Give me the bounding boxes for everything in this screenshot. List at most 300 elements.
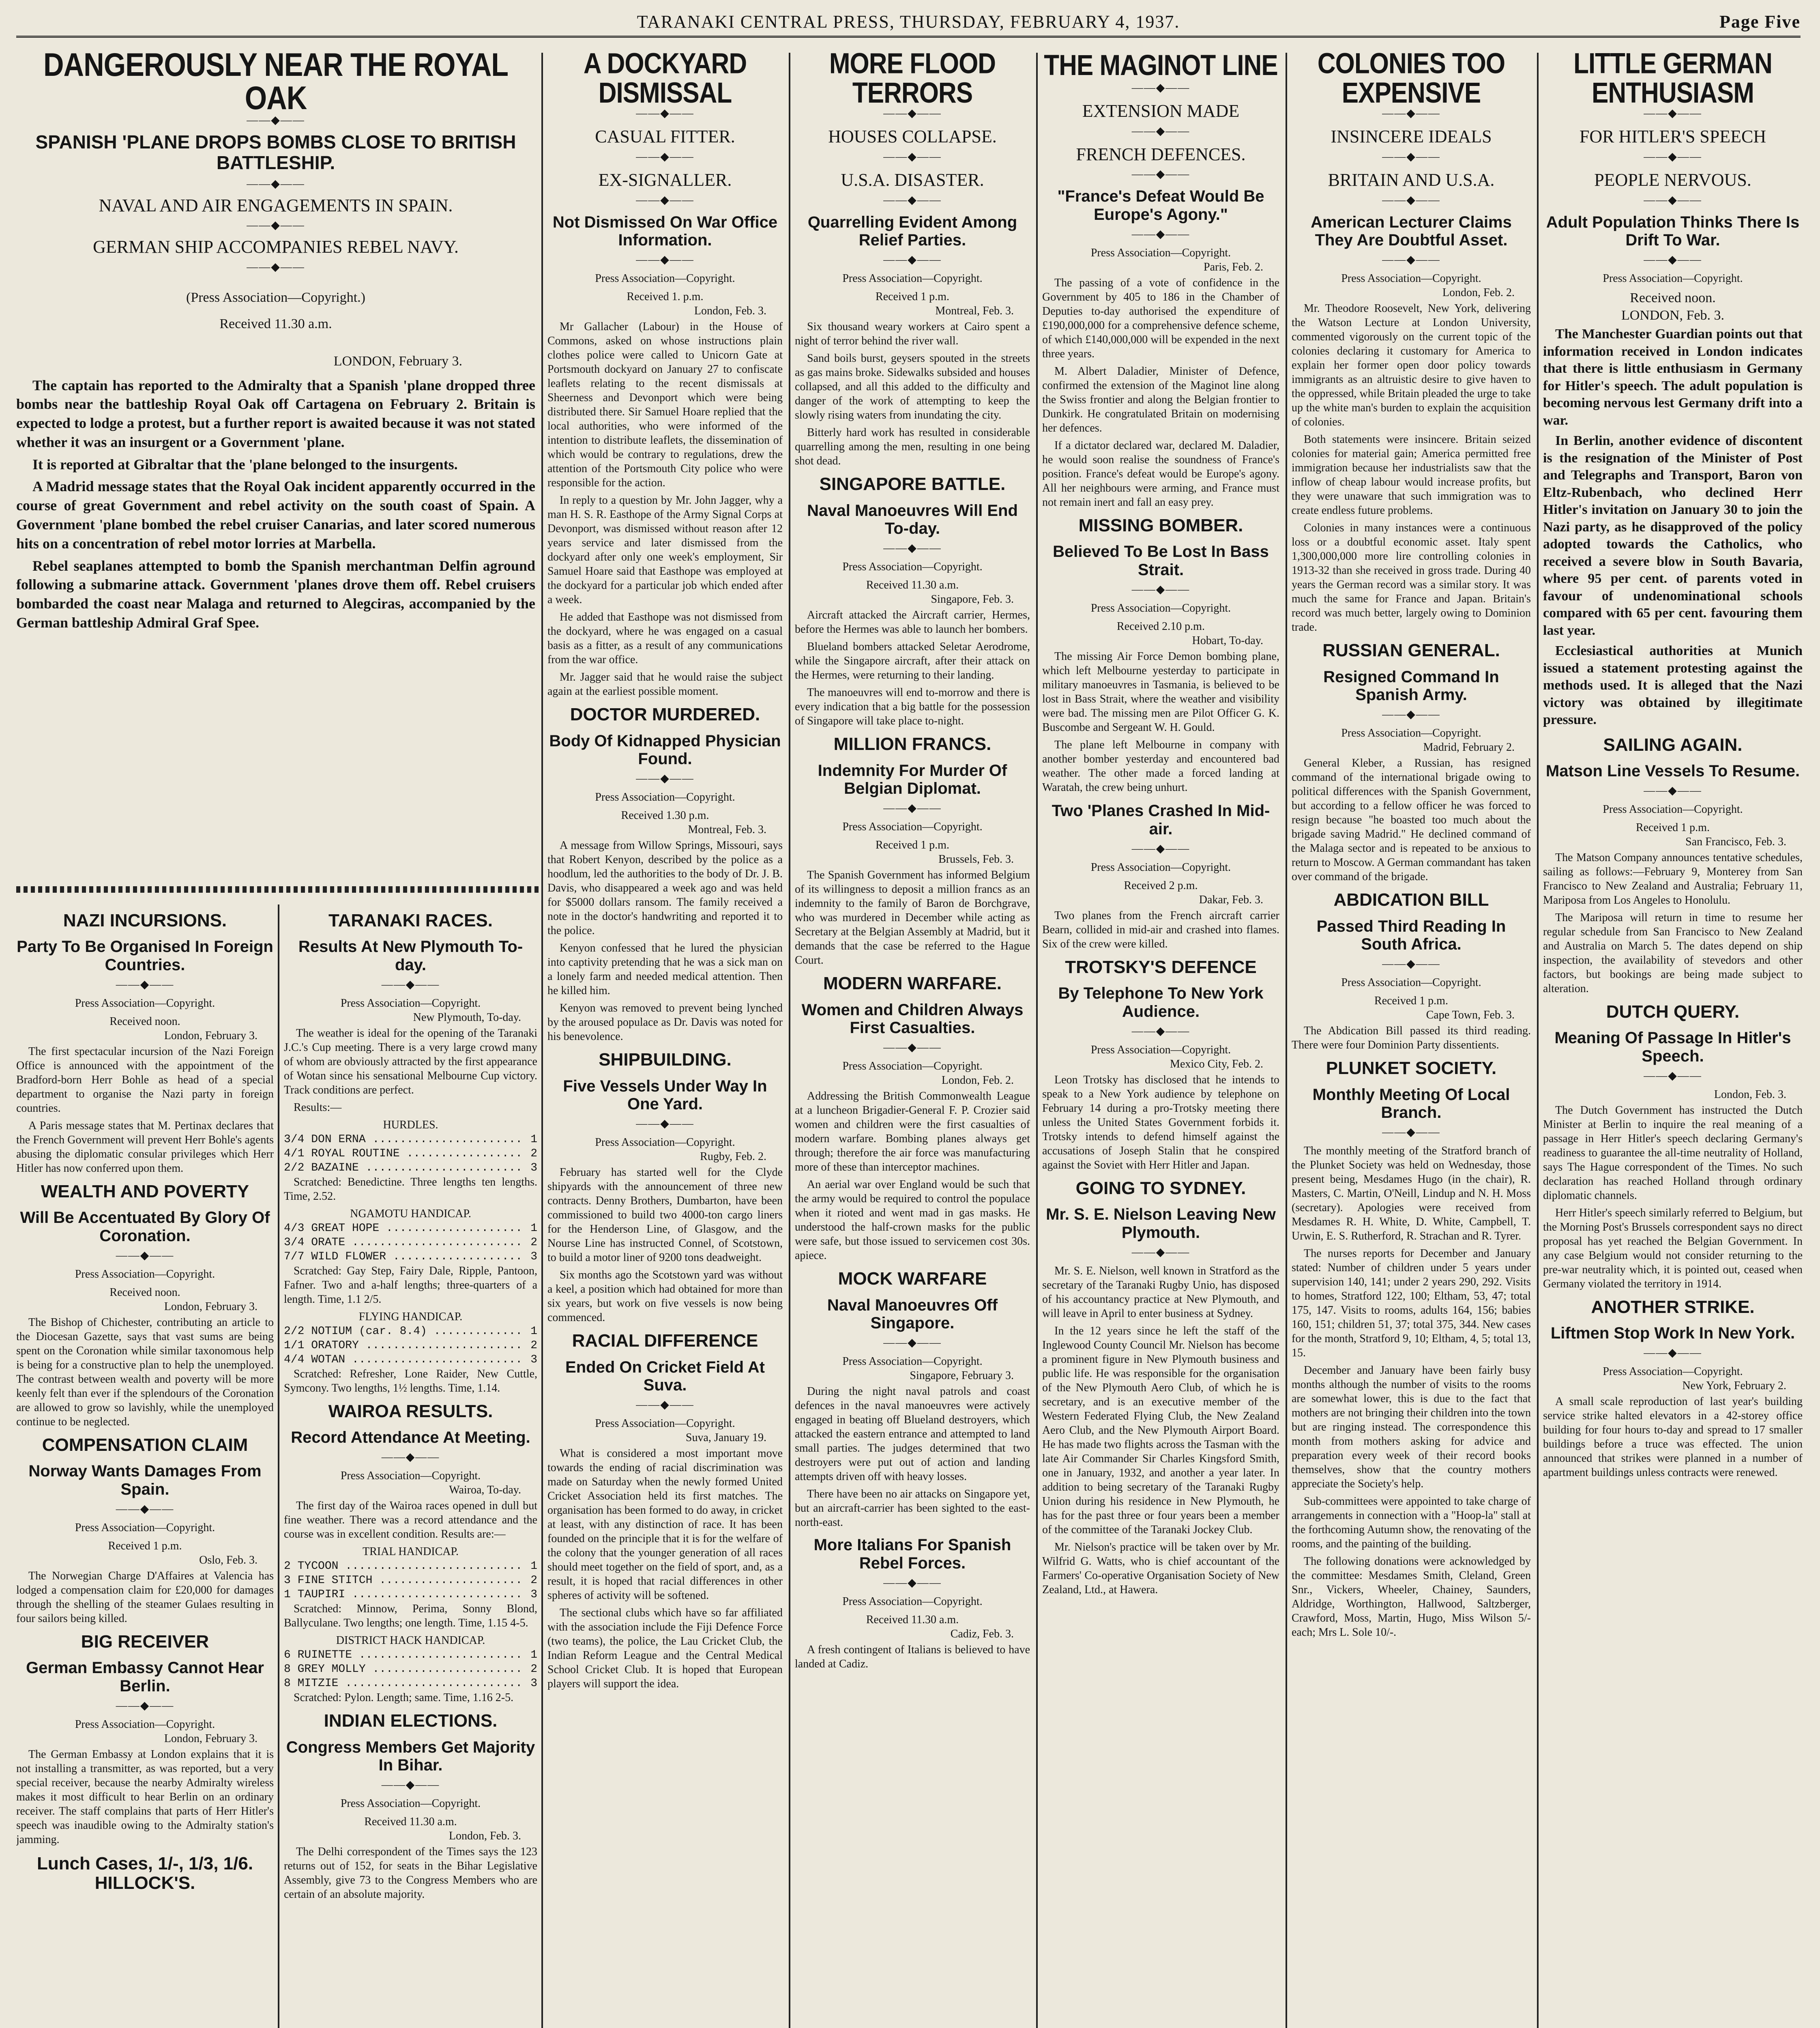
received-time: Received 11.30 a.m. [364, 1815, 457, 1828]
race-note: Scratched: Minnow, Perima, Sonny Blond, Ballyculane. Two lengths; one length. Time, 1.15 4-5. [284, 1603, 537, 1630]
ornament-divider [547, 195, 783, 206]
masthead [16, 9, 1801, 38]
results-label: Results:— [294, 1101, 342, 1114]
ornament-divider [1292, 958, 1531, 970]
wavy-divider [16, 886, 539, 893]
dateline: Montreal, Feb. 3. [688, 823, 766, 836]
column-f [1543, 53, 1803, 2028]
ornament-divider [1543, 108, 1803, 119]
race-result [284, 1324, 537, 1338]
article-heading: Results At New Plymouth To-day. [298, 938, 523, 974]
ornament-divider [547, 1118, 783, 1130]
article-heading: Naval Manoeuvres Off Singapore. [827, 1296, 998, 1332]
ornament-divider [1042, 1026, 1279, 1037]
horse: 8 GREY MOLLY ..... [284, 1662, 521, 1676]
press-credit: Press Association—Copyright. [1090, 247, 1231, 260]
article-heading: American Lecturer Claims They Are Doubtful Asset. [1311, 213, 1512, 249]
paragraph: A Madrid message states that the Royal Oak incident apparently occurred in the course of great Government and rebel activity on the south coast of Spain. A Government 'plane bombed the rebel cruiser Canarias, and later scored numerous hits on a concentration of rebel motor lorries at Marbella. [16, 478, 535, 552]
headline: DANGEROUSLY NEAR THE ROYAL OAK [43, 53, 509, 116]
horse: 4/1 ROYAL ROUTINE ..... [284, 1147, 521, 1161]
ornament-divider [1042, 169, 1279, 180]
dateline: Paris, Feb. 2. [1204, 261, 1263, 274]
horse: 7/7 WILD FLOWER ..... [284, 1250, 521, 1264]
horse: 3 FINE STITCH ..... [284, 1573, 521, 1588]
article-heading: Five Vessels Under Way In One Yard. [563, 1077, 767, 1113]
article-heading: Monthly Meeting Of Local Branch. [1312, 1085, 1510, 1122]
received-time: Received 1 p.m. [876, 290, 949, 303]
paragraph: Six thousand weary workers at Cairo spent a night of terror behind the river wall. [795, 320, 1030, 348]
placing: 2 [530, 1339, 537, 1352]
article-heading: "France's Defeat Would Be Europe's Agony." [1057, 187, 1264, 224]
paragraph: The Bishop of Chichester, contributing an article to the Diocesan Gazette, says that vast sums are being spent on the Coronation while similar taxonomous help is being for a constructive plan to help the unemployed. The contrast between wealth and poverty will be more keenly felt than ever if the splendours of the Coronation are allowed to grow so lavishly, while the unemployed continue to be neglected. [16, 1316, 274, 1428]
dateline: Hobart, To-day. [1192, 634, 1263, 647]
paragraph: A small scale reproduction of last year's building service strike halted elevators in a 42-storey office building for four hours to-day and spread to 17 smaller buildings before a truce was effected. The union announced that strikes were planned in a number of apartment buildings unless contracts were renewed. [1543, 1395, 1803, 1479]
ornament-divider [1543, 1070, 1803, 1082]
masthead-title: TARANAKI CENTRAL PRESS, THURSDAY, FEBRUARY 4, 1937. [637, 12, 1180, 32]
placing: 1 [530, 1133, 537, 1146]
article-heading: Norway Wants Damages From Spain. [28, 1462, 262, 1499]
article-heading: Believed To Be Lost In Bass Strait. [1053, 543, 1269, 579]
paragraph: The Spanish Government has informed Belgium of its willingness to deposit a million francs as an indemnity to the family of Baron de Borchgrave, who was murdered in December while acting as Secretary at the Belgian Assembly at Madrid, but it demands that the case be referred to the Hague Court. [795, 869, 1030, 967]
press-credit: Press Association—Copyright. [1603, 1365, 1743, 1378]
paragraph: Kenyon confessed that he lured the physician into captivity pretending that he was a sick man on a lonely farm and needed medical attention. Then he killed him. [547, 942, 783, 997]
ornament-divider [1543, 254, 1803, 266]
placing: 2 [530, 1236, 537, 1249]
ornament-divider [547, 254, 783, 266]
press-credit: Press Association—Copyright. [75, 1718, 215, 1731]
ornament-divider [16, 220, 535, 231]
dateline: London, Feb. 3. [449, 1830, 521, 1843]
horse: 3/4 ORATE ..... [284, 1235, 521, 1250]
section-heading: WEALTH AND POVERTY [41, 1181, 249, 1201]
headline: THE MAGINOT LINE [1044, 53, 1278, 82]
paragraph: The weather is ideal for the opening of the Taranaki J.C.'s Cup meeting. There is a very large crowd many of whom are obviously attracted by the first appearance of Wotan since his sensational Melbourne Cup victory. Track conditions are perfect. [284, 1027, 537, 1096]
ornament-divider [795, 803, 1030, 814]
race-result [284, 1588, 537, 1602]
paragraph: Rebel seaplanes attempted to bomb the Spanish merchantman Delfin aground following a submarine attack. Government 'planes drove them off. Rebel cruisers bombarded the coast near Malaga and returned to Alegciras, accompanied by the German battleship Admiral Graf Spee. [16, 557, 535, 631]
subheading: GERMAN SHIP ACCOMPANIES REBEL NAVY. [93, 237, 459, 257]
subheading: BRITAIN AND U.S.A. [1328, 170, 1495, 190]
horse: 2/2 BAZAINE ..... [284, 1161, 521, 1175]
race-result [284, 1648, 537, 1662]
paragraph: In reply to a question by Mr. John Jagger, why a man H. S. R. Easthope of the Army Signal Corps at Devonport, was dismissed without reason after 12 years service and later dismissed from the dockyard after only one week's employment, Sir Samuel Hoare said that Easthope was employed at the dockyard for a particular job which ended after a week. [547, 494, 783, 606]
ornament-divider [16, 1504, 274, 1515]
race-result [284, 1676, 537, 1691]
dateline: Montreal, Feb. 3. [935, 305, 1014, 318]
dateline: Brussels, Feb. 3. [938, 853, 1014, 866]
ornament-divider [1543, 195, 1803, 206]
article-heading: Naval Manoeuvres Will End To-day. [807, 501, 1018, 538]
placing: 3 [530, 1250, 537, 1263]
paragraph: Mr Gallacher (Labour) in the House of Commons, asked on whose instructions plain clothes police were called to Unicorn Gate at Portsmouth dockyard on January 27 to confiscate leaflets relating to the recent dismissals at Sheerness and Devonport which were being distributed there. Sir Samuel Hoare replied that the local authorities, who were informed of the intention to distribute leaflets, the dissemination of which would be contrary to regulations, drew the attention of the Portsmouth City police who were responsible for the action. [547, 320, 783, 490]
received-time: Received 1 p.m. [1636, 821, 1710, 834]
ornament-divider [795, 1042, 1030, 1053]
column-a1 [16, 904, 274, 2028]
ornament-divider [16, 1700, 274, 1712]
subheading: EXTENSION MADE [1082, 101, 1240, 121]
race-result [284, 1559, 537, 1573]
ornament-divider [795, 195, 1030, 206]
paragraph: Ecclesiastical authorities at Munich issued a statement protesting against the methods used. It is alleged that the Nazi victory was obtained by illegitimate pressure. [1543, 643, 1803, 728]
horse: 1 TAUPIRI ..... [284, 1588, 521, 1602]
press-credit: Press Association—Copyright. [1341, 976, 1481, 989]
paragraph: The sectional clubs which have so far affiliated with the association include the Fiji Defence Force (two teams), the police, the Lau Cricket Club, the Indian Reform League and the Central Medical School Cricket Club. It is hoped that European players will support the idea. [547, 1607, 783, 1691]
race-name: FLYING HANDICAP. [358, 1310, 463, 1323]
paragraph: Mr. Theodore Roosevelt, New York, delivering the Watson Lecture at London University, commented vigorously on the current topic of the colonies declaring it customary for America to explain her former open door policy towards immigrants as an altruistic desire to give haven to the oppressed, while Britain pleaded the urge to take up the white man's burden to explain the acquisition of colonies. [1292, 302, 1531, 429]
race-result [284, 1221, 537, 1235]
headline: COLONIES TOO EXPENSIVE [1317, 53, 1505, 110]
dateline: San Francisco, Feb. 3. [1685, 835, 1786, 848]
subheading: HOUSES COLLAPSE. [828, 127, 997, 147]
paragraph: The Delhi correspondent of the Times says the 123 returns out of 152, for seats in the Bihar Legislative Assembly, give 73 to the Congress Members who are certain of an absolute majority. [284, 1845, 537, 1901]
received-time: Received noon. [1630, 290, 1716, 306]
press-credit: Press Association—Copyright. [1603, 272, 1743, 285]
column-d [1042, 53, 1279, 2028]
article-heading: Resigned Command In Spanish Army. [1323, 668, 1499, 704]
paragraph: The Mariposa will return in time to resume her regular schedule from San Francisco to New Zealand and Australia on March 5. The dates depend on ship inspection, the availability of stevedors and other factors, but bookings are being made subject to alteration. [1543, 911, 1803, 995]
article-heading: Not Dismissed On War Office Information. [552, 213, 778, 249]
ornament-divider [1292, 108, 1531, 119]
subheading: PEOPLE NERVOUS. [1594, 170, 1751, 190]
dateline: Wairoa, To-day. [449, 1484, 521, 1497]
race-note: Scratched: Benedictine. Three lengths ten lengths. Time, 2.52. [284, 1175, 537, 1203]
ornament-divider [547, 1399, 783, 1411]
section-heading: MISSING BOMBER. [1078, 516, 1243, 536]
dateline: London, February 3. [164, 1732, 258, 1745]
section-heading: PLUNKET SOCIETY. [1326, 1058, 1497, 1078]
section-heading: COMPENSATION CLAIM [42, 1435, 248, 1455]
dateline: London, February 3. [164, 1300, 258, 1313]
race-result [284, 1662, 537, 1676]
column-c [795, 53, 1030, 2028]
dateline: LONDON, February 3. [333, 354, 462, 369]
article-heading: Passed Third Reading In South Africa. [1316, 917, 1506, 954]
race-name: TRIAL HANDICAP. [363, 1545, 459, 1558]
ornament-divider [547, 773, 783, 784]
article-heading: Body Of Kidnapped Physician Found. [549, 732, 781, 768]
paragraph: He added that Easthope was not dismissed from the dockyard, where he was engaged on a casual basis as a fitter, as a result of any communications from the war office. [547, 611, 783, 666]
section-heading: INDIAN ELECTIONS. [324, 1711, 498, 1731]
article-heading: More Italians For Spanish Rebel Forces. [813, 1536, 1011, 1572]
article-heading: Two 'Planes Crashed In Mid-air. [1052, 802, 1270, 838]
race-result [284, 1235, 537, 1250]
dateline: London, Feb. 2. [941, 1074, 1014, 1087]
press-credit: Press Association—Copyright. [75, 1521, 215, 1534]
subheading: CASUAL FITTER. [595, 127, 735, 147]
paragraph: A fresh contingent of Italians is believed to have landed at Cadiz. [795, 1643, 1030, 1670]
dateline: Cape Town, Feb. 3. [1426, 1009, 1515, 1022]
race-result [284, 1161, 537, 1175]
paragraph: Herr Hitler's speech similarly referred to Belgium, but the Morning Post's Brussels correspondent says no direct proposal has yet reached the Belgian Government. In any case Belgium would not consider returning to the pre-war neutrality which, it is pointed out, ceased when Germany violated the territory in 1914. [1543, 1206, 1803, 1290]
race-name: DISTRICT HACK HANDICAP. [336, 1634, 485, 1647]
ornament-divider [795, 151, 1030, 163]
press-credit: Press Association—Copyright. [842, 1355, 983, 1368]
received-time: Received noon. [109, 1015, 180, 1028]
ornament-divider [795, 1337, 1030, 1349]
column-rule [1537, 53, 1539, 2028]
paragraph: Aircraft attacked the Aircraft carrier, Hermes, before the Hermes was able to launch her bombers. [795, 609, 1030, 636]
dateline: Rugby, Feb. 2. [700, 1150, 766, 1163]
race-name: NGAMOTU HANDICAP. [350, 1207, 471, 1220]
placing: 3 [530, 1353, 537, 1366]
column-rule [789, 53, 790, 2028]
paragraph: Blueland bombers attacked Seletar Aerodrome, while the Singapore aircraft, after their attack on the Hermes, were returning to their landing. [795, 640, 1030, 682]
placing: 1 [530, 1560, 537, 1573]
dateline: London, Feb. 3. [694, 305, 766, 318]
paragraph: Leon Trotsky has disclosed that he intends to speak to a New York audience by telephone on February 14 during a pro-Trotsky meeting there unless the United States Government forbids it. Trotsky intends to defend himself against the accusations of Joseph Stalin that he conspired against the Soviet with Herr Hitler and Japan. [1042, 1073, 1279, 1171]
paragraph: The manoeuvres will end to-morrow and there is every indication that a big battle for the possession of Singapore will take place to-night. [795, 686, 1030, 728]
column-b [547, 53, 783, 2028]
press-credit: Press Association—Copyright. [842, 272, 983, 285]
press-credit: Press Association—Copyright. [1341, 727, 1481, 740]
paragraph: Sub-committees were appointed to take charge of arrangements in connection with a "Hoop-la" stall at the forthcoming Autumn show, the renovating of the rooms, and the painting of the building. [1292, 1495, 1531, 1551]
ornament-divider [284, 1452, 537, 1463]
paragraph: Kenyon was removed to prevent being lynched by the aroused populace as Dr. Davis was noted for his benevolence. [547, 1002, 783, 1043]
paragraph: The Dutch Government has instructed the Dutch Minister at Berlin to inquire the real meaning of a passage in Herr Hitler's speech declaring Germany's readiness to guarantee the all-time neutrality of Holland, says The Hague correspondent of the Times. No such declaration has reached Holland through ordinary diplomatic channels. [1543, 1104, 1803, 1202]
article-heading: Adult Population Thinks There Is Drift To War. [1546, 213, 1800, 249]
race-result [284, 1353, 537, 1367]
column-rule [541, 53, 543, 2028]
race-note: Scratched: Gay Step, Fairy Dale, Ripple, Pantoon, Fafner. Two and a-half lengths; three-quarters of a length. Time, 1.1 2/5. [284, 1264, 537, 1306]
press-credit: Press Association—Copyright. [1090, 1043, 1231, 1056]
section-heading: MODERN WARFARE. [823, 973, 1002, 994]
placing: 3 [530, 1677, 537, 1690]
article-heading: Women and Children Always First Casualties. [801, 1001, 1024, 1037]
article-heading: Meaning Of Passage In Hitler's Speech. [1554, 1029, 1791, 1066]
article-heading: Ended On Cricket Field At Suva. [565, 1358, 765, 1394]
race-note: Scratched: Refresher, Lone Raider, New Cuttle, Symcony. Two lengths, 1½ lengths. Time, 1.14. [284, 1367, 537, 1394]
paragraph: The nurses reports for December and January stated: Number of children under 5 years under supervision 140, 141; under 2 years 290, 292. Visits to homes, Stratford 122, 100; Eltham, 53, 47; total 175, 147. Visits to rooms, adults 164, 156; babies 160, 151; children 51, 37; total 375, 344. New cases for the month, Stratford 9, 10; Eltham, 4, 5; total 13, 15. [1292, 1247, 1531, 1360]
paragraph: The first day of the Wairoa races opened in dull but fine weather. There was a record attendance and the course was in excellent condition. Results are:— [284, 1500, 537, 1541]
subheading: FOR HITLER'S SPEECH [1579, 127, 1766, 147]
paragraph: In the 12 years since he left the staff of the Inglewood County Council Mr. Nielson has become a prominent figure in New Plymouth business and public life. He was responsible for the organisation of the New Plymouth Aero Club, of which he is secretary, and is an executive member of the Western Federated Flying Club, the New Zealand Aero Club, and the New Plymouth Airport Board. He has made two flights across the Tasman with the late Air Commander Sir Charles Kingsford Smith, one in January, 1932, and another a year later. In addition to being secretary of the Taranaki Rugby Union during his residence in New Plymouth, he has for the past three or four years been a member of the committee of the Taranaki Jockey Club. [1042, 1324, 1279, 1536]
ornament-divider [795, 254, 1030, 266]
horse: 4/4 WOTAN ..... [284, 1353, 521, 1367]
race-note: Scratched: Pylon. Length; same. Time, 1.16 2-5. [294, 1691, 514, 1704]
section-heading: DOCTOR MURDERED. [570, 705, 760, 725]
paragraph: December and January have been fairly busy months although the number of visits to the rooms are somewhat lower, this is due to the fact that mothers are not bringing their children into the town but are ringing instead. The correspondence this month from mothers asking for advice and preparation every week of their record books themselves, show that the country mothers appreciate the Society's help. [1292, 1364, 1531, 1491]
paragraph: If a dictator declared war, declared M. Daladier, he would soon realise the soundness of France's position. France's defeat would be Europe's agony. All her neighbours were arming, and France must not remain inert and fall an easy prey. [1042, 439, 1279, 509]
section-heading: ABDICATION BILL [1333, 890, 1489, 910]
press-credit: (Press Association—Copyright.) [186, 290, 365, 305]
horse: 1/1 ORATORY ..... [284, 1338, 521, 1353]
press-credit: Press Association—Copyright. [340, 1797, 481, 1810]
headline: MORE FLOOD TERRORS [829, 53, 996, 110]
paragraph: The Abdication Bill passed its third reading. There were four Dominion Party dissentients. [1292, 1025, 1531, 1052]
paragraph: The plane left Melbourne in company with another bomber yesterday and encountered bad weather. The other made a forced landing at Waratah, the crew being unhurt. [1042, 739, 1279, 794]
ornament-divider [1042, 126, 1279, 137]
ornament-divider [16, 115, 535, 126]
placing: 1 [530, 1325, 537, 1338]
dateline: New Plymouth, To-day. [413, 1011, 521, 1024]
ornament-divider [795, 1577, 1030, 1589]
section-heading: MILLION FRANCS. [833, 734, 992, 754]
race-result [284, 1338, 537, 1353]
horse: 2 TYCOON ..... [284, 1559, 521, 1573]
ornament-divider [1292, 151, 1531, 163]
paragraph: The Norwegian Charge D'Affaires at Valencia has lodged a compensation claim for £20,000 for damages through the shelling of the steamer Gulaes resulting in four sailors being killed. [16, 1569, 274, 1625]
press-credit: Press Association—Copyright. [842, 821, 983, 834]
subheading: SPANISH 'PLANE DROPS BOMBS CLOSE TO BRITISH BATTLESHIP. [35, 131, 516, 174]
paragraph: Sand boils burst, geysers spouted in the streets as gas mains broke. Sidewalks subsided and houses collapsed, and all this added to the difficulty and danger of the work of attempting to keep the slowly rising waters from inundating the city. [795, 352, 1030, 422]
section-heading: DUTCH QUERY. [1606, 1001, 1740, 1022]
ornament-divider [1543, 785, 1803, 797]
article-heading: Congress Members Get Majority In Bihar. [286, 1738, 535, 1774]
article-heading: Will Be Accentuated By Glory Of Coronation. [20, 1209, 270, 1245]
received-time: Received 1 p.m. [108, 1539, 182, 1552]
race-result [284, 1573, 537, 1588]
dateline: LONDON, Feb. 3. [1621, 307, 1725, 323]
paragraph: Mr. S. E. Nielson, well known in Stratford as the secretary of the Taranaki Rugby Unio, has disposed of his accountancy practice at New Plymouth, and will leave in April to enter business at Sydney. [1042, 1264, 1279, 1320]
ornament-divider [1042, 584, 1279, 595]
paragraph: M. Albert Daladier, Minister of Defence, confirmed the extension of the Maginot line along the Swiss frontier and along the Belgian frontier to Dunkirk. He congratulated Britain on modernising her defences. [1042, 365, 1279, 435]
press-credit: Press Association—Copyright. [842, 1595, 983, 1608]
ornament-divider [1292, 195, 1531, 206]
placing: 2 [530, 1663, 537, 1676]
section-heading: NAZI INCURSIONS. [63, 911, 227, 930]
dateline: Mexico City, Feb. 2. [1170, 1057, 1263, 1070]
press-credit: Press Association—Copyright. [1090, 861, 1231, 874]
section-heading: MOCK WARFARE [838, 1269, 987, 1289]
ornament-divider [547, 108, 783, 119]
article-heading: Matson Line Vessels To Resume. [1545, 762, 1800, 780]
press-credit: Press Association—Copyright. [75, 1268, 215, 1280]
article-heading: Quarrelling Evident Among Relief Parties. [807, 213, 1017, 249]
dateline: Suva, January 19. [685, 1431, 766, 1444]
placing: 3 [530, 1161, 537, 1174]
horse: 4/3 GREAT HOPE ..... [284, 1221, 521, 1235]
paragraph: Colonies in many instances were a continuous loss or a doubtful economic asset. Italy spent 1,300,000,000 more lire controlling colonies in 1913-32 than she received in gross trade. During 40 years the German record was a similar story. It was much the same for France and Japan. Britain's record was much better, largely owing to Dominion trade. [1292, 522, 1531, 634]
dateline: Cadiz, Feb. 3. [950, 1627, 1014, 1640]
paragraph: The Manchester Guardian points out that information received in London indicates that there is little enthusiasm in Germany for Hitler's speech. The adult population is becoming nervous lest Germany drift into a war. [1543, 327, 1803, 428]
dateline: Oslo, Feb. 3. [199, 1553, 258, 1566]
article-heading: Party To Be Organised In Foreign Countries. [17, 938, 273, 974]
press-credit: Press Association—Copyright. [75, 997, 215, 1010]
press-credit: Press Association—Copyright. [1341, 272, 1481, 285]
paragraph: The monthly meeting of the Stratford branch of the Plunket Society was held on Wednesday, those present being, Mesdames Hugo (in the chair), R. Masters, C. Martin, O'Neill, Lindup and N. H. Moss (secretary). Apologies were received from Mesdames R. H. White, D. White, Campbell, T. Urwin, E. S. Rutherford, R. Strachan and R. Tyrer. [1292, 1145, 1531, 1243]
paragraph: Mr. Jagger said that he would raise the subject again at the earliest possible moment. [547, 671, 783, 698]
column-e [1292, 53, 1531, 2028]
received-time: Received 11.30 a.m. [219, 316, 332, 331]
race-result [284, 1250, 537, 1264]
headline: A DOCKYARD DISMISSAL [583, 53, 747, 110]
article-heading: Mr. S. E. Nielson Leaving New Plymouth. [1046, 1205, 1276, 1242]
page-number: Page Five [1719, 12, 1801, 32]
placing: 1 [530, 1649, 537, 1662]
ornament-divider [547, 151, 783, 163]
paragraph: Two planes from the French aircraft carrier Bearn, collided in mid-air and crashed into flames. Six of the crew were killed. [1042, 909, 1279, 950]
ornament-divider [16, 178, 535, 190]
dateline: Singapore, February 3. [910, 1369, 1014, 1382]
press-credit: Press Association—Copyright. [595, 272, 735, 285]
received-time: Received 11.30 a.m. [866, 1613, 959, 1626]
ornament-divider [284, 979, 537, 990]
paragraph: General Kleber, a Russian, has resigned command of the international brigade owing to political differences with the Spanish Government, but according to a fellow officer he was forced to resign because "he boasted too much about the brigade saving Madrid." He declined command of the Malaga sector and is repeated to be anxious to return to Moscow. A German commandant has taken over command of the brigade. [1292, 757, 1531, 883]
ornament-divider [1292, 1127, 1531, 1138]
paragraph: The Matson Company announces tentative schedules, sailing as follows:—February 9, Monterey from San Francisco to New Zealand and Australia; February 11, Mariposa from Los Angeles to Honolulu. [1543, 851, 1803, 907]
ornament-divider [795, 543, 1030, 554]
received-time: Received 1 p.m. [876, 839, 949, 852]
article-heading: Liftmen Stop Work In New York. [1550, 1324, 1795, 1343]
placing: 1 [530, 1222, 537, 1235]
dateline: New York, February 2. [1682, 1379, 1786, 1392]
section-heading: RACIAL DIFFERENCE [572, 1331, 758, 1351]
press-credit: Press Association—Copyright. [340, 997, 481, 1010]
subheading: INSINCERE IDEALS [1331, 127, 1492, 147]
ornament-divider [16, 1250, 274, 1261]
ornament-divider [284, 1779, 537, 1791]
ornament-divider [1042, 82, 1279, 94]
subheading: U.S.A. DISASTER. [841, 170, 984, 190]
race-name: HURDLES. [383, 1118, 438, 1131]
placing: 2 [530, 1147, 537, 1160]
press-credit: Press Association—Copyright. [1603, 803, 1743, 816]
ornament-divider [1292, 254, 1531, 266]
press-credit: Press Association—Copyright. [595, 1136, 735, 1149]
ornament-divider [1042, 1247, 1279, 1258]
column-a2 [284, 904, 537, 2028]
section-heading: TROTSKY'S DEFENCE [1065, 957, 1257, 977]
press-credit: Press Association—Copyright. [595, 1417, 735, 1430]
ornament-divider [16, 262, 535, 273]
press-credit: Press Association—Copyright. [1090, 602, 1231, 614]
paragraph: Mr. Nielson's practice will be taken over by Mr. Wilfrid G. Watts, who is chief accountant of the Farmers' Co-operative Organisation Society of New Zealand, Ltd., at Hawera. [1042, 1540, 1279, 1596]
placing: 2 [530, 1574, 537, 1587]
received-time: Received noon. [109, 1286, 180, 1299]
section-heading: BIG RECEIVER [81, 1631, 209, 1652]
paragraph: The first spectacular incursion of the Nazi Foreign Office is announced with the appointment of the Bradford-born Herr Bohle as head of a special department to organise the Nazi party in foreign countries. [16, 1045, 274, 1115]
paragraph: The captain has reported to the Admiralty that a Spanish 'plane dropped three bombs near the battleship Royal Oak off Cartagena on February 2. Britain is expected to lodge a protest, but a further report is awaited because it was not stated whether it was an insurgent or a Government 'plane. [16, 377, 535, 450]
paragraph: Bitterly hard work has resulted in considerable quarrelling among the men, resulting in one being shot dead. [795, 426, 1030, 468]
section-heading: TARANAKI RACES. [328, 911, 493, 930]
subheading: FRENCH DEFENCES. [1076, 144, 1246, 164]
dateline: London, Feb. 3. [1714, 1088, 1786, 1101]
section-heading: RUSSIAN GENERAL. [1322, 640, 1500, 661]
paragraph: There have been no air attacks on Singapore yet, but an aircraft-carrier has been sighted to the east-north-east. [795, 1488, 1030, 1529]
dateline: Dakar, Feb. 3. [1199, 893, 1263, 906]
royal-oak-article [16, 53, 535, 880]
ornament-divider [16, 979, 274, 990]
paragraph: The German Embassy at London explains that it is not installing a transmitter, as was reported, but a very special receiver, because the nearby Admiralty wireless makes it most difficult to hear Berlin on an ordinary receiver. The staff complains that parts of Herr Hitler's speech was inaudible owing to the Admiralty station's jamming. [16, 1748, 274, 1846]
paragraph: Six months ago the Scotstown yard was without a keel, a position which had obtained for more than six years, but work on five vessels is now being commenced. [547, 1269, 783, 1324]
horse: 8 MITZIE ..... [284, 1676, 521, 1691]
ornament-divider [1042, 229, 1279, 240]
ornament-divider [1543, 151, 1803, 163]
paragraph: An aerial war over England would be such that the army would be required to control the populace when it rioted and went mad in gas masks. He understood the half-crown masks for the public were safe, but those issued to servicemen cost 30s. apiece. [795, 1178, 1030, 1262]
section-heading: ANOTHER STRIKE. [1591, 1297, 1755, 1317]
paragraph: Addressing the British Commonwealth League at a luncheon Brigadier-General F. P. Crozier said women and children were the first casualties of modern warfare. Bombing planes always get through; therefore the air force was manufacturing more of these than interceptor machines. [795, 1090, 1030, 1174]
dateline: London, Feb. 2. [1442, 286, 1515, 299]
horse: 6 RUINETTE ..... [284, 1648, 521, 1662]
paragraph: A Paris message states that M. Pertinax declares that the French Government will prevent Herr Bohle's agents abusing the diplomatic consular privileges which Herr Hitler has now conferred upon them. [16, 1119, 274, 1175]
horse: 3/4 DON ERNA ..... [284, 1132, 521, 1147]
article-heading: Record Attendance At Meeting. [291, 1429, 530, 1447]
press-credit: Press Association—Copyright. [340, 1469, 481, 1482]
column-rule [1036, 53, 1038, 2028]
advertisement: Lunch Cases, 1/-, 1/3, 1/6. HILLOCK'S. [36, 1853, 253, 1893]
press-credit: Press Association—Copyright. [842, 1060, 983, 1073]
paragraph: February has started well for the Clyde shipyards with the announcement of three new contracts. Denny Brothers, Dumbarton, have been commissioned to build two 4000-ton cargo liners for the Henderson Line, of Glasgow, and the Nourse Line has instructed Connel, of Scotstown, to build a motor liner of 9200 tons deadweight. [547, 1166, 783, 1264]
received-time: Received 1 p.m. [1374, 995, 1448, 1008]
ornament-divider [1042, 843, 1279, 855]
paragraph: Both statements were insincere. Britain seized colonies for material gain; America permitted free immigration because her industrialists saw that the inflow of cheap labour would increase profits, but they were unaware that such immigration was to create endless future problems. [1292, 433, 1531, 517]
received-time: Received 11.30 a.m. [866, 579, 959, 592]
paragraph: What is considered a most important move towards the ending of racial discrimination was made on Saturday when the newly formed United Cricket Association held its first matches. The organisation has been formed to do away, in cricket at least, with any distinction of race. It has been founded on the principle that it is for the welfare of the colony that the younger generation of all races should meet together on the field of sport, and, as a result, it is hoped that racial differences in other spheres of activity will be softened. [547, 1447, 783, 1602]
section-heading: SHIPBUILDING. [599, 1050, 732, 1070]
paragraph: In Berlin, another evidence of discontent is the resignation of the Minister of Post and Telegraphs and Transport, Baron von Eltz-Rubenbach, who declined Herr Hitler's invitation on January 30 to join the Nazi party, as he disapproved of the policy adopted towards the Catholics, who received a severe blow in South Bavaria, where 95 per cent. of parents voted in favour of undenominational schools compared with 65 per cent. favouring them last year. [1543, 433, 1803, 638]
column-rule [1286, 53, 1287, 2028]
paragraph: The following donations were acknowledged by the committee: Mesdames Smith, Cleland, Green Snr., Vickers, Wheeler, Chainey, Saunders, Aldridge, Worthington, Hallwood, Saltzberger, Crawford, Moss, Martin, Hugo, Miss Wilson 5/- each; Mrs L. Sole 10/-. [1292, 1555, 1531, 1639]
